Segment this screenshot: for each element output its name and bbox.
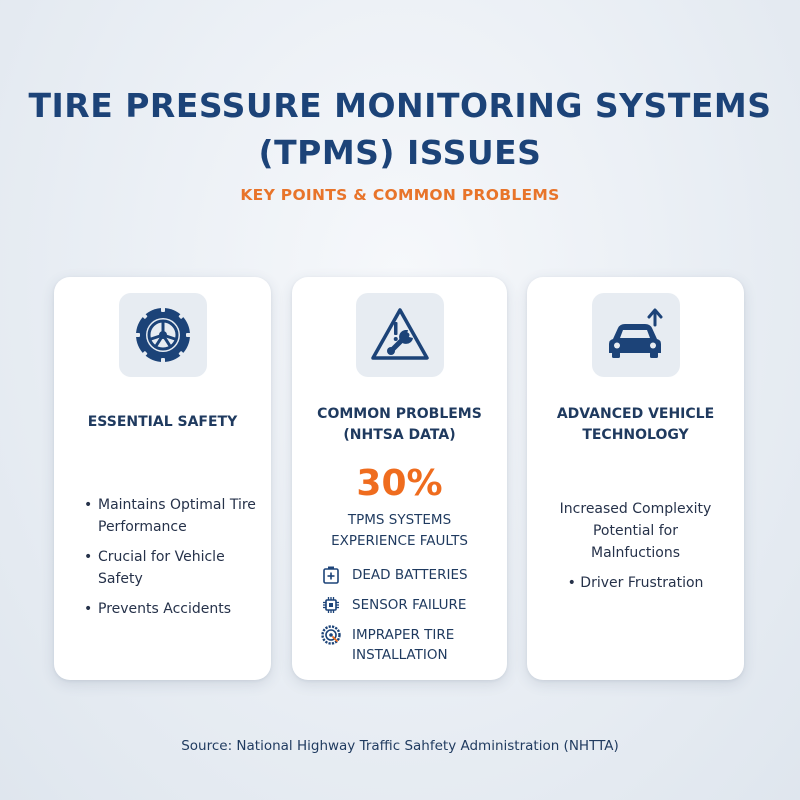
source-citation: Source: National Highway Traffic Sahfety Administration (NHTTA) — [181, 738, 619, 754]
card-title — [527, 404, 744, 446]
list-item: Malnfuctions — [590, 545, 681, 561]
list-item — [320, 625, 495, 665]
card-title-line2: TECHNOLOGY — [582, 427, 689, 443]
page-title — [0, 82, 800, 176]
list-item: Increased Complexity — [559, 501, 712, 517]
car-arrow-icon — [592, 293, 680, 377]
issue-label: SENSOR FAILURE — [352, 597, 467, 613]
issue-label — [352, 625, 454, 665]
card-essential-safety — [54, 277, 271, 680]
card-common-problems — [292, 277, 507, 680]
list-item: • Maintains Optimal Tire Performance — [84, 494, 264, 538]
technology-line-list — [527, 498, 744, 594]
stat-label-line1: TPMS SYSTEMS — [347, 512, 452, 528]
battery-icon — [320, 565, 342, 585]
card-title — [292, 404, 507, 446]
page-title-line2: (TPMS) ISSUES — [258, 133, 542, 172]
list-item — [320, 565, 495, 585]
list-item: • Driver Frustration — [567, 575, 704, 591]
card-title-line1: ADVANCED VEHICLE — [556, 406, 715, 422]
stat-label-line2: EXPERIENCE FAULTS — [331, 533, 468, 549]
card-advanced-technology — [527, 277, 744, 680]
card-title-line1: COMMON PROBLEMS — [317, 406, 482, 422]
chip-icon — [320, 595, 342, 615]
list-item: • Crucial for Vehicle Safety — [84, 546, 264, 590]
list-item — [320, 595, 495, 615]
issue-label-line1: IMPRAPER TIRE — [352, 627, 455, 643]
tire-icon — [119, 293, 207, 377]
issue-label: DEAD BATTERIES — [352, 567, 468, 583]
fault-percentage-stat: 30% — [356, 463, 443, 504]
safety-bullet-list — [84, 494, 264, 628]
tire-gear-icon — [320, 625, 342, 645]
stat-label — [292, 510, 507, 552]
page-subtitle: KEY POINTS & COMMON PROBLEMS — [240, 186, 560, 204]
card-title-line2: (NHTSA DATA) — [343, 427, 456, 443]
issue-label-line2: INSTALLATION — [352, 647, 448, 663]
warning-wrench-icon — [356, 293, 444, 377]
card-title: ESSENTIAL SAFETY — [87, 414, 238, 430]
issue-list — [320, 565, 495, 675]
list-item: Potential for — [592, 523, 679, 539]
list-item: • Prevents Accidents — [84, 598, 264, 620]
page-title-line1: TIRE PRESSURE MONITORING SYSTEMS — [28, 86, 772, 125]
